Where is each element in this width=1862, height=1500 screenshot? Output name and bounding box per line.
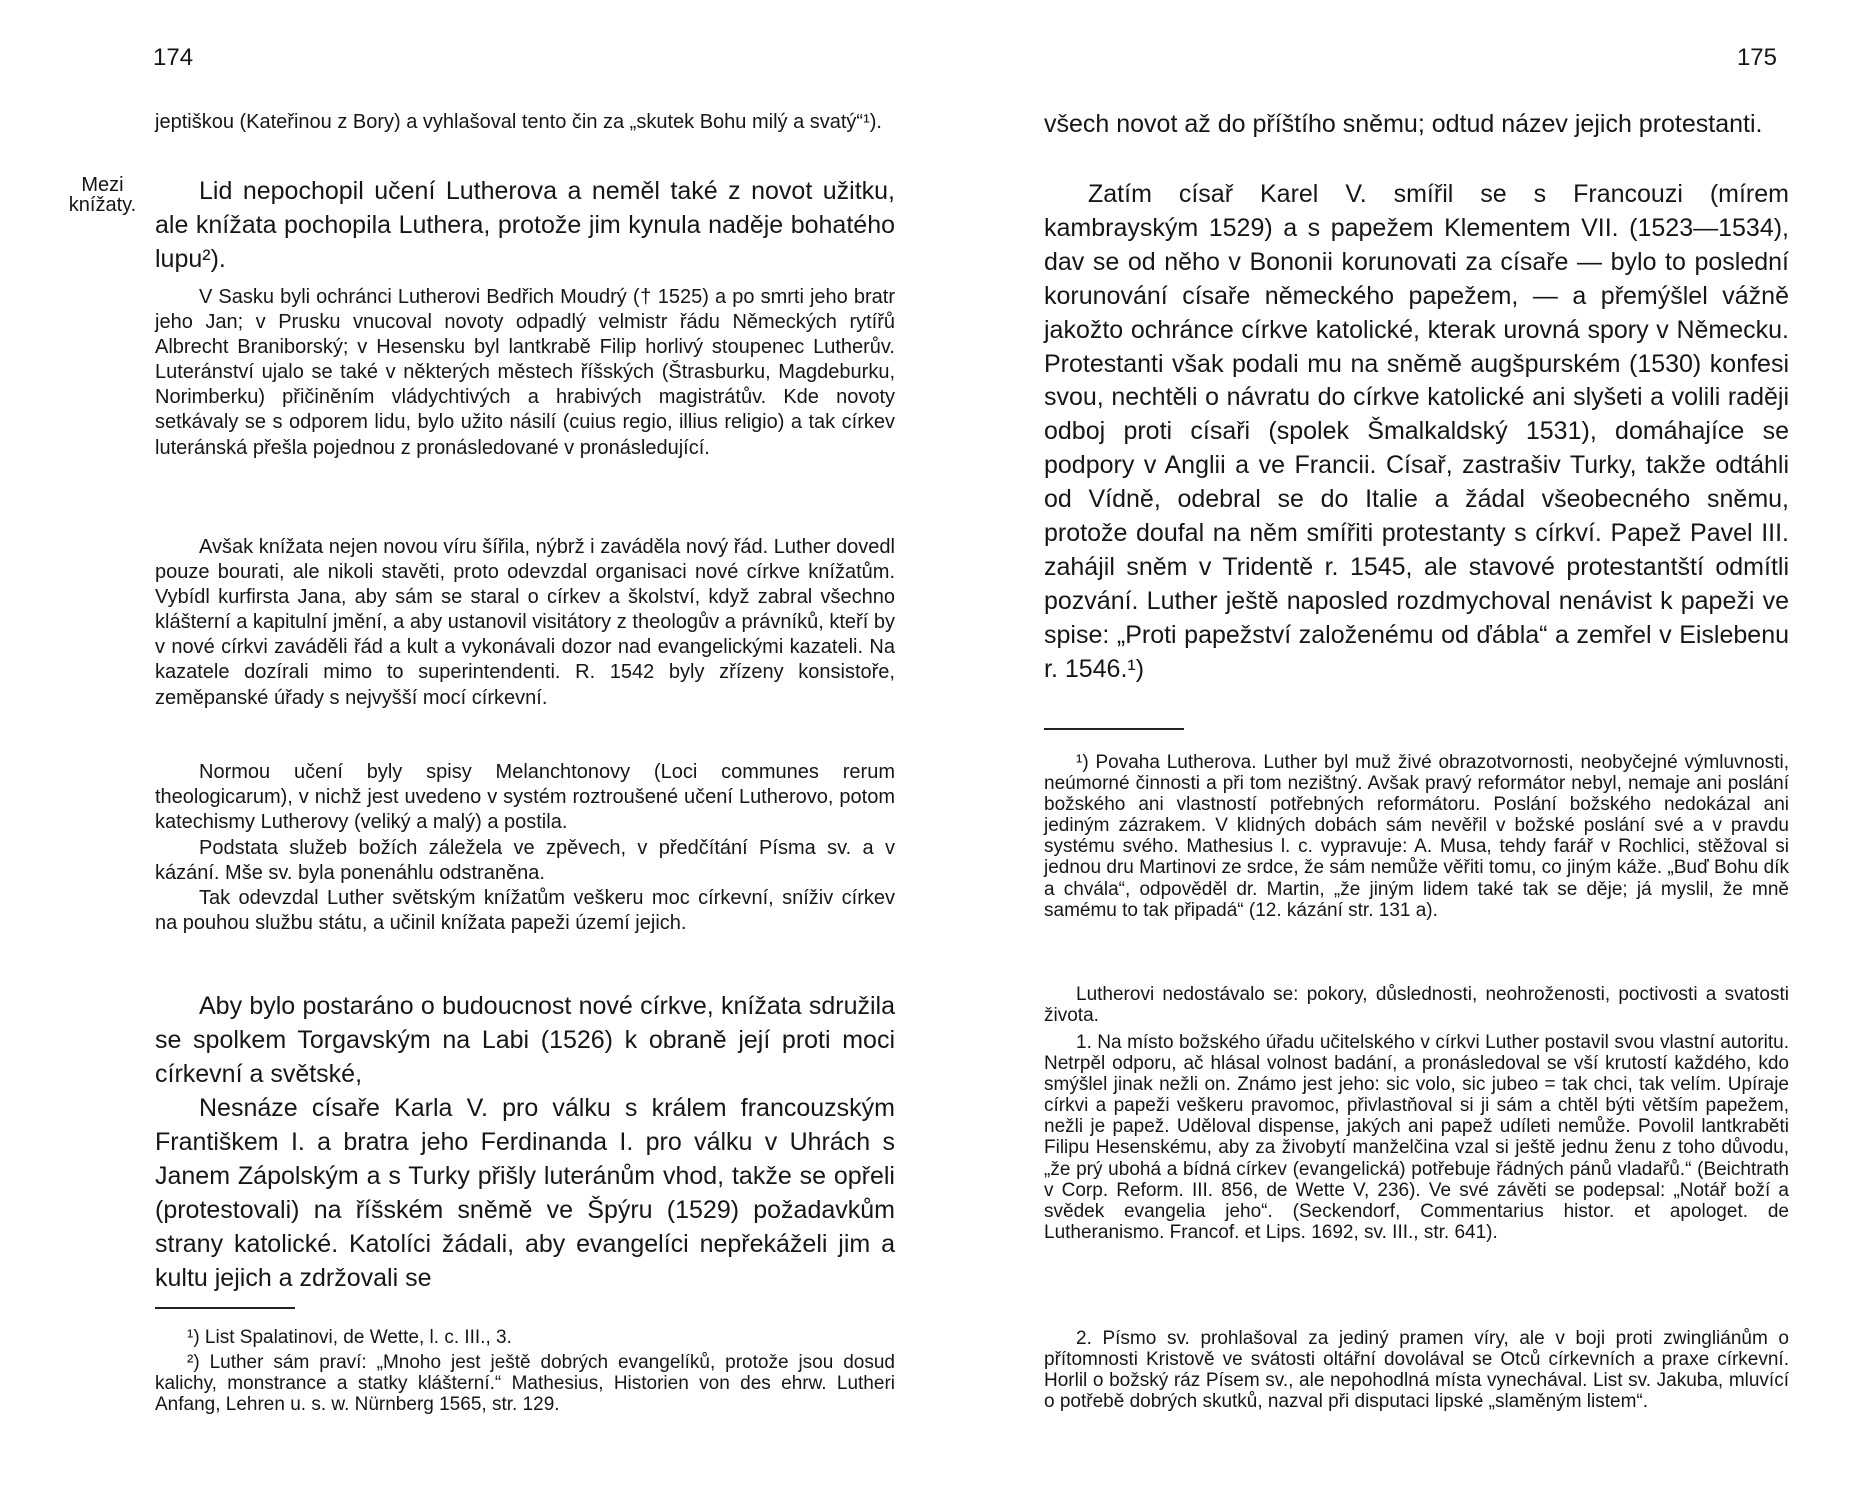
large-paragraph-1: Lid nepochopil učení Lutherova a neměl také z novot užitku, ale knížata pochopila Luthera, protože jim kynula naděje bohatého lupu²). bbox=[155, 177, 895, 273]
small-paragraph-2: Avšak knížata nejen novou víru šířila, nýbrž i zaváděla nový řád. Luther dovedl pouze bourati, ale nikoli stavěti, proto odevzdal organisaci nové církve knížatům. Vybídl kurfirsta Jana, aby sám se staral o církev a školství, když zabral všechno klášterní a kapitulní jmění, a aby ustanovil visitátory z theologův a právníků, kteří by v nové církvi zaváděli řád a kult a vykonávali dozor nad evangelickými kazateli. Na kazatele dozírali mimo to superintendenti. R. 1542 byly zřízeny konsistoře, zeměpanské úřady s nejvyšší mocí církevní. bbox=[155, 536, 895, 709]
right-large-paragraph-1: všech novot až do příštího sněmu; odtud název jejich protestanti. bbox=[1044, 110, 1763, 138]
intro-paragraph: jeptiškou (Kateřinou z Bory) a vyhlašoval tento čin za „skutek Bohu milý a svatý“¹). bbox=[155, 111, 882, 133]
large-paragraph-3: Nesnáze císaře Karla V. pro válku s králem francouzským Františkem I. a bratra jeho Ferdinanda I. pro válku v Uhrách s Janem Zápolským a s Turky přišly luteránům vhod, takže se opřeli (protestovali) na říšském sněmě ve Špýru (1529) požadavkům strany katolické. Katolíci žádali, aby evangelíci nepřekáželi jim a kultu jejich a zdržovali se bbox=[155, 1094, 895, 1292]
footnote-separator-right bbox=[1044, 728, 1184, 730]
footnote-right-1: ¹) Povaha Lutherova. Luther byl muž živé obrazotvornosti, neobyčejné výmluvnosti, neúmorné činnosti a při tom nezištný. Avšak pravý reformátor nebyl, nemaje ani poslání božského ani vlastností potřebných reformátoru. Poslání božského nedokázal ani jediným zázrakem. V klidných dobách sám nevěřil v božské poslání své a v pravdu systému svého. Mathesius l. c. vypravuje: A. Musa, tehdy farář v Rochlici, stěžoval si jednou dru Martinovi ze srdce, že sám nemůže věřiti tomu, co jiným káže. „Buď Bohu dík a chvála“, odpověděl dr. Martin, „že jiným lidem také tak se děje; já myslil, že mně samému to tak připadá“ (12. kázání str. 131 a). bbox=[1044, 752, 1789, 921]
page-number-right: 175 bbox=[1736, 44, 1777, 71]
footnote-separator-left bbox=[155, 1307, 295, 1309]
footnote-right-4: 2. Písmo sv. prohlašoval za jediný pramen víry, ale v boji proti zwingliánům o přítomnosti Kristově ve svátosti oltářní dovolával se Otců církevních a praxe církevní. Horlil o božský ráz Písem sv., ale nepohodlná místa vynechával. List sv. Jakuba, mluvící o potřebě dobrých skutků, nazval při disputaci lipské „slaměným listem“. bbox=[1044, 1328, 1789, 1413]
footnote-left-1: ¹) List Spalatinovi, de Wette, l. c. III., 3. bbox=[187, 1327, 512, 1348]
footnote-left-2: ²) Luther sám praví: „Mnoho jest ještě dobrých evangelíků, protože jsou dosud kalichy, monstrance a statky klášterní.“ Mathesius, Historien von des ehrw. Lutheri Anfang, Lehren u. s. w. Nürnberg 1565, str. 129. bbox=[155, 1352, 895, 1416]
margin-note: Mezi knížaty. bbox=[68, 174, 137, 216]
footnote-right-3: 1. Na místo božského úřadu učitelského v církvi Luther postavil svou vlastní autoritu. Netrpěl odporu, ač hlásal volnost badání, a pronásledoval se vší krutostí každého, kdo smýšlel jinak nežli on. Známo jest jeho: sic volo, sic jubeo = tak chci, tak velím. Upíraje církvi a papeži veškeru pravomoc, přivlastňoval si ji sám a chtěl býti větším papežem, nežli je papež. Uděloval dispense, jakých ani papež udíleti nemůže. Povolil lantkraběti Filipu Hesenskému, aby za živobytí manželčina vzal si ještě jednu ženu z toho důvodu, „že prý ubohá a bídná církev (evangelická) potřebuje řádných pánů vladařů.“ (Beichtrath v Corp. Reform. III. 856, de Wette V, 236). Ve své závěti se podepsal: „Notář boží a svědek evangelia jeho“. (Seckendorf, Commentarius histor. et apologet. de Lutheranismo. Francof. et Lips. 1692, sv. III., str. 641). bbox=[1044, 1032, 1789, 1243]
right-page bbox=[931, 0, 1862, 1500]
footnote-right-2: Lutherovi nedostávalo se: pokory, důslednosti, neohroženosti, poctivosti a svatosti života. bbox=[1044, 984, 1789, 1027]
small-paragraph-4: Podstata služeb božích záležela ve zpěvech, v předčítání Písma sv. a v kázání. Mše sv. byla ponenáhlu odstraněna. bbox=[155, 837, 895, 885]
small-paragraph-5: Tak odevzdal Luther světským knížatům veškeru moc církevní, sníživ církev na pouhou službu státu, a učinil knížata papeži území jejich. bbox=[155, 887, 895, 935]
small-paragraph-1: V Sasku byli ochránci Lutherovi Bedřich Moudrý († 1525) a po smrti jeho bratr jeho Jan; v Prusku vnucoval novoty odpadlý velmistr řádu Německých rytířů Albrecht Braniborský; v Hesensku byl lantkrabě Filip horlivý stoupenec Lutherův. Luteránství ujalo se také v některých městech říšských (Štrasburku, Magdeburku, Norimberku) přičiněním vládychtivých a hrabivých magistrátův. Kde novoty setkávaly se s odporem lidu, bylo užito násilí (cuius regio, illius religio) a tak církev luteránská přešla pojednou z pronásledované v pronásledující. bbox=[155, 286, 895, 459]
right-large-paragraph-2: Zatím císař Karel V. smířil se s Francouzi (mírem kambrayským 1529) a s papežem Klementem VII. (1523—1534), dav se od něho v Bononii korunovati za císaře — bylo to poslední korunování císaře německého papežem, — a přemýšlel vážně jakožto ochránce církve katolické, kterak urovná spory v Německu. Protestanti však podali mu na sněmě augšpurském (1530) konfesi svou, nechtěli o návratu do církve katolické ani slyšeti a volili raději odboj proti císaři (spolek Šmalkaldský 1531), domáhajíce se podpory v Anglii a ve Francii. Císař, zastrašiv Turky, takže odtáhli od Vídně, odebral se do Italie a žádal všeobecného sněmu, protože doufal na něm smířiti protestanty s církví. Papež Pavel III. zahájil sněm v Tridentě r. 1545, ale stavové protestantští odmítli pozvání. Luther ještě naposled rozdmychoval nenávist k papeži ve spise: „Proti papežství založenému od ďábla“ a zemřel v Eislebenu r. 1546.¹) bbox=[1044, 180, 1789, 683]
small-paragraph-3: Normou učení byly spisy Melanchtonovy (Loci communes rerum theologicarum), v nichž jest uvedeno v systém roztroušené učení Lutherovo, potom katechismy Lutherovy (veliký a malý) a postila. bbox=[155, 761, 895, 834]
page-number-left: 174 bbox=[153, 44, 194, 71]
large-paragraph-2: Aby bylo postaráno o budoucnost nové církve, knížata sdružila se spolkem Torgavským na Labi (1526) k obraně její proti moci církevní a světské, bbox=[155, 992, 895, 1088]
